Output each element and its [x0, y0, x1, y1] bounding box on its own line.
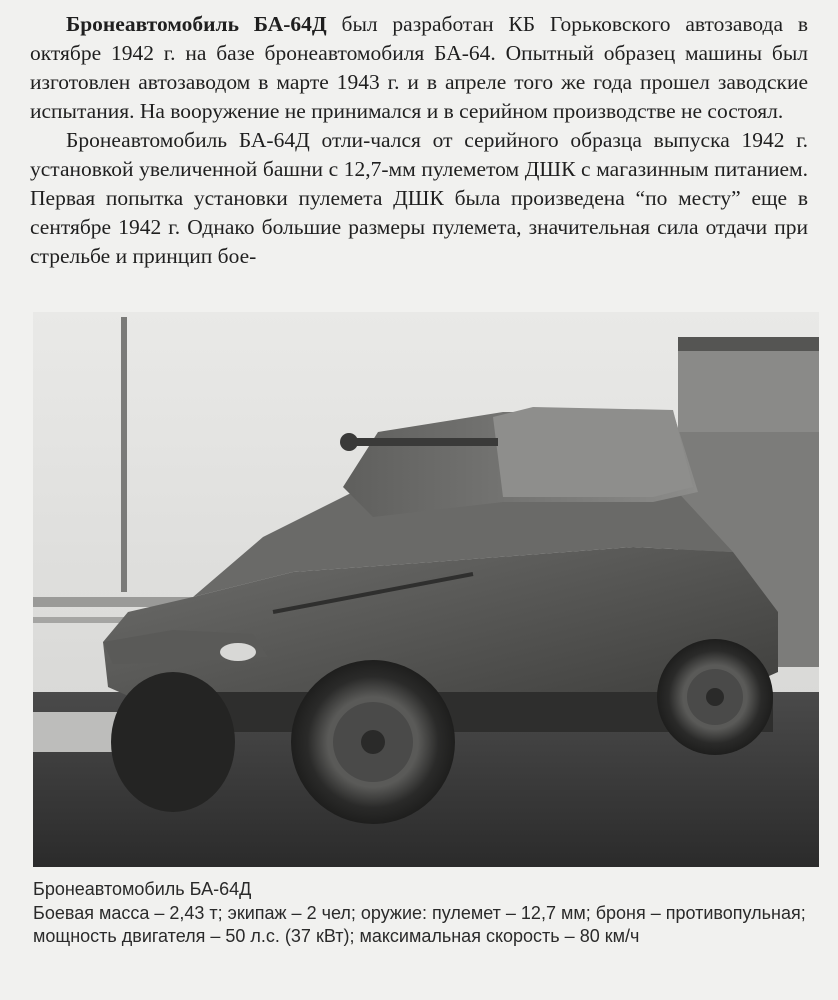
- front-wheel: [291, 660, 455, 824]
- article-text: [30, 10, 808, 271]
- photo-caption: [33, 878, 813, 949]
- headlight: [220, 643, 256, 661]
- paragraph-1: [30, 10, 808, 126]
- caption-title: Бронеавтомобиль БА-64Д: [33, 879, 252, 899]
- rear-wheel: [657, 639, 773, 755]
- armored-car-photo: [33, 312, 819, 867]
- caption-specs: Боевая масса – 2,43 т; экипаж – 2 чел; оружие: пулемет – 12,7 мм; броня – противопульная; мощность двигателя – 50 л.с. (37 кВт); максимальная скорость – 80 км/ч: [33, 902, 806, 946]
- paragraph-1-text: был разработан КБ Горьковского автозавода в октябре 1942 г. на базе бронеавтомобиля БА-64. Опытный образец машины был изготовлен автозаводом в марте 1943 г. и в апреле того же года прошел заводские испытания. На вооружение не принимался и в серийном производстве не состоял.: [30, 12, 808, 123]
- building-roof: [678, 337, 819, 351]
- paragraph-lead: Бронеавтомобиль БА-64Д: [66, 12, 327, 36]
- pole: [121, 317, 127, 592]
- turret-face: [493, 407, 693, 497]
- paragraph-2: Бронеавтомобиль БА-64Д отли-чался от серийного образца выпуска 1942 г. установкой увеличенной башни с 12,7-мм пулеметом ДШК с магазинным питанием. Первая попытка установки пулемета ДШК была произведена “по месту” еще в сентябре 1942 г. Однако большие размеры пулемета, значительная сила отдачи при стрельбе и принцип бое-: [30, 128, 808, 268]
- muzzle: [340, 433, 358, 451]
- front-wheel-left: [111, 672, 235, 812]
- armored-car-illustration: [33, 312, 819, 867]
- machine-gun-barrel: [348, 438, 498, 446]
